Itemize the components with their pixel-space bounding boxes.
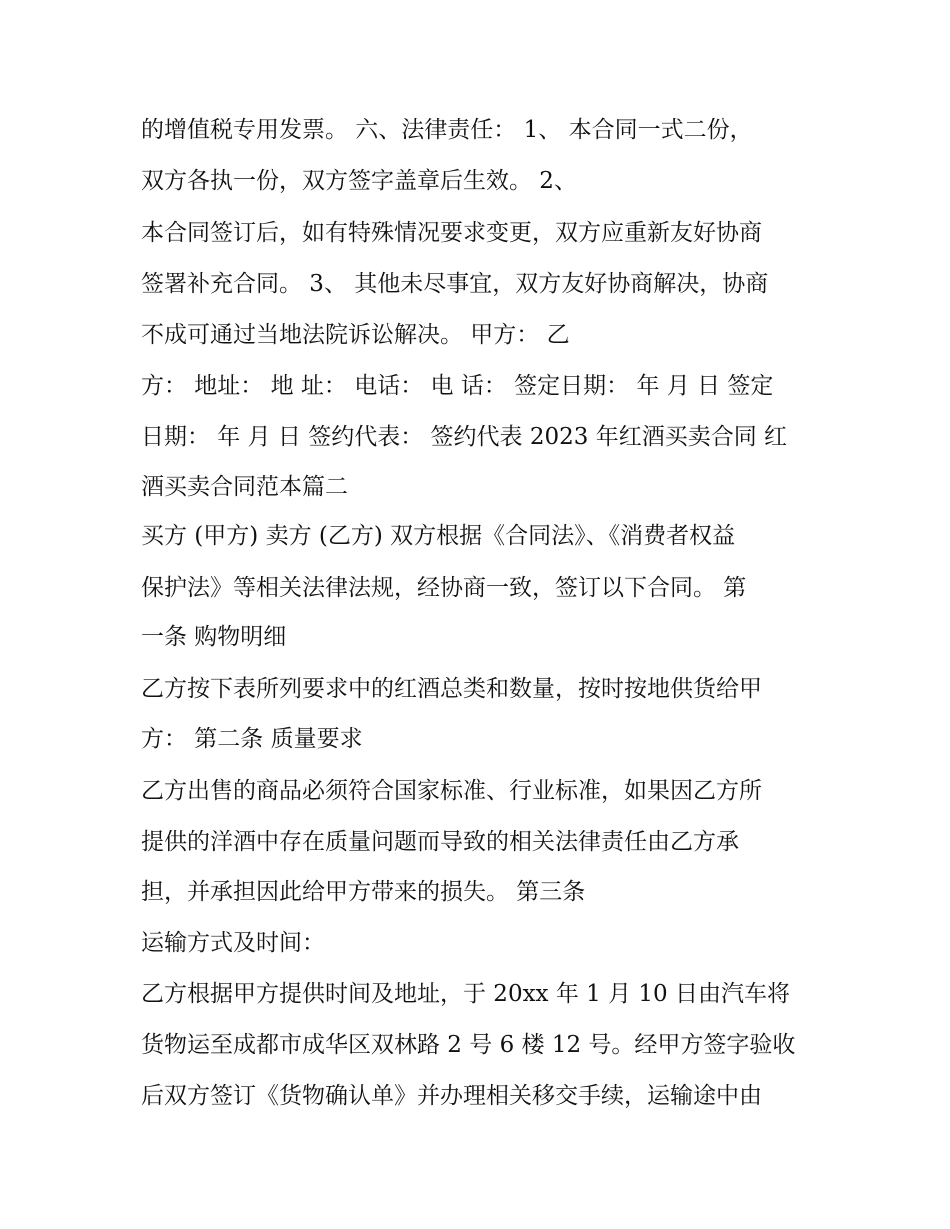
text-line: 本合同签订后，如有特殊情况要求变更，双方应重新友好协商	[141, 220, 762, 246]
text-line: 日期： 年 月 日 签约代表： 签约代表 2023 年红酒买卖合同 红	[141, 424, 788, 450]
text-line: 保护法》等相关法律法规，经协商一致，签订以下合同。 第	[141, 575, 747, 601]
text-line: 后双方签订《货物确认单》并办理相关移交手续，运输途中由	[141, 1083, 762, 1109]
text-line: 货物运至成都市成华区双林路 2 号 6 楼 12 号。经甲方签字验收	[141, 1032, 796, 1058]
text-line: 的增值税专用发票。 六、法律责任： 1、 本合同一式二份，	[141, 117, 753, 143]
text-line: 乙方按下表所列要求中的红酒总类和数量，按时按地供货给甲	[141, 676, 762, 702]
text-line: 方： 第二条 质量要求	[141, 726, 363, 752]
text-line: 双方各执一份，双方签字盖章后生效。 2、	[141, 168, 577, 194]
text-line: 签署补充合同。 3、 其他未尽事宜，双方友好协商解决，协商	[141, 271, 769, 297]
text-line: 不成可通过当地法院诉讼解决。 甲方： 乙	[141, 322, 570, 348]
text-line: 提供的洋酒中存在质量问题而导致的相关法律责任由乙方承	[141, 829, 739, 855]
text-line: 买方 (甲方) 卖方 (乙方) 双方根据《合同法》、《消费者权益	[141, 523, 736, 549]
text-line: 一条 购物明细	[141, 624, 287, 650]
text-line: 担，并承担因此给甲方带来的损失。 第三条	[141, 879, 586, 905]
text-line: 乙方根据甲方提供时间及地址，于 20xx 年 1 月 10 日由汽车将	[141, 981, 790, 1007]
text-line: 运输方式及时间：	[141, 930, 325, 956]
text-line: 乙方出售的商品必须符合国家标准、行业标准，如果因乙方所	[141, 778, 762, 804]
text-line: 酒买卖合同范本篇二	[141, 474, 348, 500]
text-line: 方： 地址： 地 址： 电话： 电 话： 签定日期： 年 月 日 签定	[141, 373, 774, 399]
